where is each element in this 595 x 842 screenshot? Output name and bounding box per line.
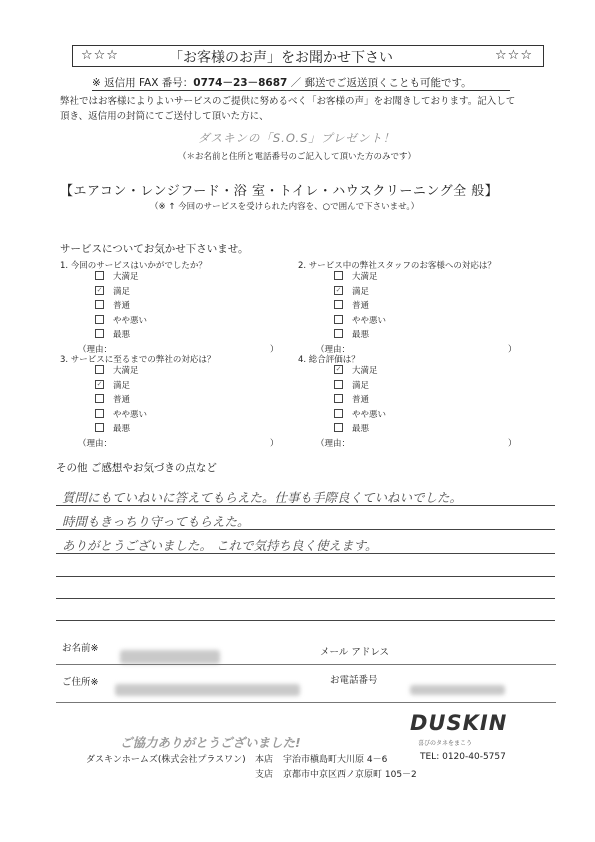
intro-text bbox=[60, 94, 560, 124]
survey-option[interactable] bbox=[334, 299, 369, 313]
survey-option[interactable] bbox=[95, 299, 130, 313]
title-box bbox=[72, 45, 544, 67]
survey-option[interactable] bbox=[334, 270, 378, 284]
option-label: 満足 bbox=[352, 286, 370, 297]
checkbox-icon[interactable] bbox=[334, 394, 343, 403]
survey-option[interactable] bbox=[95, 270, 139, 284]
checkbox-icon[interactable] bbox=[95, 423, 104, 432]
option-label: やや悪い bbox=[113, 315, 148, 326]
hq-label: 本店 bbox=[255, 755, 274, 765]
survey-option[interactable] bbox=[334, 422, 369, 436]
checkbox-icon[interactable] bbox=[95, 271, 104, 280]
option-label: 普通 bbox=[352, 301, 370, 311]
survey-option[interactable] bbox=[95, 393, 130, 407]
phone-label: お電話番号 bbox=[330, 675, 378, 686]
survey-option[interactable] bbox=[95, 364, 139, 378]
present-banner: ダスキンの「S.O.S」プレゼント！ bbox=[198, 131, 396, 145]
phone-value-redacted bbox=[410, 685, 505, 695]
checkbox-icon[interactable] bbox=[95, 300, 104, 309]
duskin-logo: DUSKIN bbox=[410, 711, 508, 735]
checkbox-icon[interactable] bbox=[334, 300, 343, 309]
fax-underline bbox=[92, 90, 510, 91]
name-value-redacted bbox=[120, 650, 220, 664]
survey-heading: サービスについてお気かせ下さいませ。 bbox=[60, 243, 249, 255]
checkbox-icon[interactable] bbox=[334, 380, 343, 389]
option-label: やや悪い bbox=[352, 315, 387, 326]
reason-close: ） bbox=[508, 344, 517, 355]
fax-number: 0774－23－8687 bbox=[193, 77, 288, 89]
survey-option[interactable] bbox=[95, 379, 130, 393]
duskin-tagline: 喜びのタネをまこう bbox=[418, 740, 473, 747]
question-title: 3. サービスに至るまでの弊社の対応は？ bbox=[60, 355, 216, 365]
present-note: （＊お名前と住所と電話番号のご記入して頂いた方のみです） bbox=[178, 152, 417, 162]
title-stars-left: ☆☆☆ bbox=[81, 48, 119, 63]
checkbox-icon[interactable] bbox=[95, 409, 104, 418]
survey-option[interactable] bbox=[334, 314, 386, 328]
checkbox-icon[interactable] bbox=[334, 409, 343, 418]
intro-line-1: 弊社ではお客様によりよいサービスのご提供に努めるべく「お客様の声」をお聞きしております。記入して bbox=[60, 96, 516, 107]
address-value-redacted bbox=[115, 684, 300, 696]
company-name: ダスキンホームズ(株式会社プラスワン) bbox=[86, 755, 246, 765]
fax-suffix: ／ 郵送でご返送頂くことも可能です。 bbox=[287, 77, 472, 89]
checkbox-icon[interactable] bbox=[95, 365, 104, 374]
checkbox-icon[interactable]: ✓ bbox=[96, 379, 103, 388]
hq-address: 宇治市槇島町大川原 4－6 bbox=[283, 755, 388, 765]
branch-address: 京都市中京区西ノ京原町 105－2 bbox=[283, 770, 417, 780]
checkbox-icon[interactable]: ✓ bbox=[335, 285, 342, 294]
comment-handwriting-line-1: 質問にもていねいに答えてもらえた。仕事も手際良くていねいでした。 bbox=[62, 490, 463, 505]
comment-handwriting-line-3: ありがとうございました。 これで気持ち良く使えます。 bbox=[62, 538, 378, 553]
checkbox-icon[interactable] bbox=[334, 315, 343, 324]
survey-option[interactable] bbox=[95, 328, 130, 342]
checkbox-icon[interactable] bbox=[334, 423, 343, 432]
name-label: お名前※ bbox=[62, 643, 99, 654]
question-title: 2. サービス中の弊社スタッフのお客様への対応は？ bbox=[298, 261, 496, 271]
title-stars-right: ☆☆☆ bbox=[495, 48, 533, 63]
reason-open: （理由： bbox=[316, 438, 351, 449]
thanks-message: ご協力ありがとうございました! bbox=[120, 735, 301, 750]
option-label: 最悪 bbox=[113, 424, 131, 434]
survey-option[interactable] bbox=[95, 408, 147, 422]
survey-option[interactable] bbox=[334, 285, 369, 299]
option-label: やや悪い bbox=[113, 409, 148, 420]
comment-line bbox=[56, 620, 555, 621]
option-label: 大満足 bbox=[113, 366, 139, 376]
survey-option[interactable] bbox=[95, 285, 130, 299]
fax-prefix: ※ 返信用 FAX 番号： bbox=[92, 77, 194, 89]
checkbox-icon[interactable] bbox=[334, 329, 343, 338]
hq-tel: TEL: 0120-40-5757 bbox=[420, 752, 506, 762]
survey-option[interactable] bbox=[334, 364, 378, 378]
services-note: （※ ↑ 今回のサービスを受けられた内容を、○で囲んで下さいませ。） bbox=[150, 202, 420, 212]
option-label: 大満足 bbox=[113, 272, 139, 282]
survey-option[interactable] bbox=[95, 422, 130, 436]
option-label: 満足 bbox=[352, 380, 370, 391]
reason-close: ） bbox=[270, 438, 279, 449]
reason-close: ） bbox=[508, 438, 517, 449]
option-label: 満足 bbox=[113, 286, 131, 297]
info-divider bbox=[56, 664, 556, 665]
email-label: メール アドレス bbox=[320, 647, 390, 658]
reason-open: （理由： bbox=[316, 344, 351, 355]
reason-close: ） bbox=[270, 344, 279, 355]
option-label: やや悪い bbox=[352, 409, 387, 420]
option-label: 最悪 bbox=[113, 330, 131, 340]
option-label: 普通 bbox=[352, 395, 370, 405]
checkbox-icon[interactable] bbox=[95, 315, 104, 324]
survey-option[interactable] bbox=[334, 393, 369, 407]
option-label: 普通 bbox=[113, 301, 131, 311]
option-label: 満足 bbox=[113, 380, 131, 391]
checkbox-icon[interactable] bbox=[334, 271, 343, 280]
survey-option[interactable] bbox=[334, 408, 386, 422]
reason-open: （理由： bbox=[78, 344, 113, 355]
checkbox-icon[interactable]: ✓ bbox=[335, 365, 342, 373]
option-label: 最悪 bbox=[352, 330, 370, 340]
option-label: 大満足 bbox=[352, 366, 378, 376]
services-title: 【エアコン・レンジフード・浴 室・トイレ・ハウスクリーニング全 般】 bbox=[60, 184, 499, 199]
comment-handwriting-line-2: 時間もきっちり守ってもらえた。 bbox=[62, 514, 250, 529]
checkbox-icon[interactable] bbox=[95, 329, 104, 338]
comment-line bbox=[56, 598, 555, 599]
branch-label: 支店 bbox=[255, 770, 274, 780]
fax-line bbox=[92, 75, 472, 90]
option-label: 普通 bbox=[113, 395, 131, 405]
page-title: 「お客様のお声」をお聞かせ下さい bbox=[169, 50, 393, 66]
comment-line bbox=[56, 576, 555, 577]
checkbox-icon[interactable] bbox=[95, 394, 104, 403]
info-divider bbox=[56, 702, 556, 703]
option-label: 大満足 bbox=[352, 272, 378, 282]
intro-line-2: 頂き、返信用の封筒にてご送付して頂いた方に、 bbox=[60, 111, 269, 122]
comments-heading: その他 ご感想やお気づきの点など bbox=[56, 462, 217, 474]
survey-option[interactable] bbox=[95, 314, 147, 328]
question-title: 1. 今回のサービスはいかがでしたか？ bbox=[60, 261, 207, 271]
survey-option[interactable] bbox=[334, 328, 369, 342]
question-title: 4. 総合評価は？ bbox=[298, 355, 360, 365]
reason-open: （理由： bbox=[78, 438, 113, 449]
option-label: 最悪 bbox=[352, 424, 370, 434]
address-label: ご住所※ bbox=[62, 677, 99, 688]
checkbox-icon[interactable]: ✓ bbox=[96, 285, 103, 294]
survey-option[interactable] bbox=[334, 379, 369, 393]
